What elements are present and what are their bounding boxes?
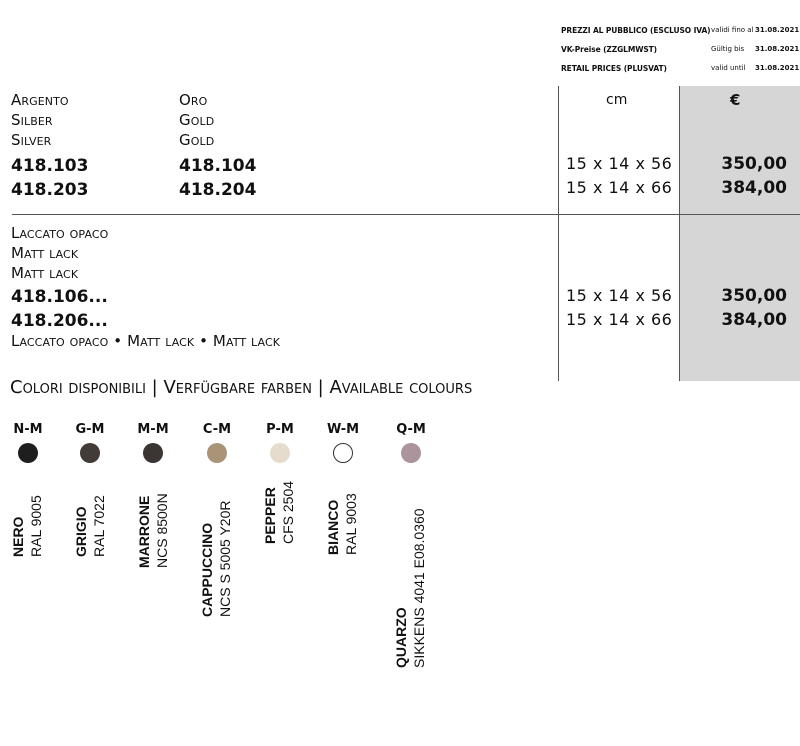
finish-name-de: Silber [11, 111, 53, 129]
colour-label [392, 508, 428, 668]
colour-label [324, 493, 360, 555]
validity-label-it: PREZZI AL PUBBLICO (ESCLUSO IVA) [561, 26, 711, 35]
colour-code: P-M [266, 422, 294, 437]
finish-name-en: Matt lack [11, 264, 79, 282]
product-code: 418.204 [179, 180, 257, 200]
column-divider-dimensions [558, 86, 559, 381]
colour-reference: CFS 2504 [280, 480, 296, 544]
finish-name-it: Oro [179, 91, 208, 109]
colour-reference: SIKKENS 4041 E08.0360 [411, 508, 427, 668]
finish-name-de: Matt lack [11, 244, 79, 262]
colour-dot [207, 443, 227, 463]
finish-name-en: Silver [11, 131, 52, 149]
colour-dot [401, 443, 421, 463]
dimensions: 15 x 14 x 56 [566, 154, 673, 173]
product-code: 418.203 [11, 180, 89, 200]
column-divider-price [679, 86, 680, 381]
dimensions: 15 x 14 x 66 [566, 310, 673, 329]
dimensions: 15 x 14 x 56 [566, 286, 673, 305]
price: 384,00 [721, 178, 787, 198]
colour-reference: RAL 7022 [91, 495, 107, 557]
colour-reference: NCS S 5005 Y20R [217, 500, 233, 617]
product-code: 418.103 [11, 156, 89, 176]
colour-label [135, 493, 171, 568]
dimensions: 15 x 14 x 66 [566, 178, 673, 197]
validity-until-en: valid until [711, 64, 746, 72]
validity-date-de: 31.08.2021 [755, 45, 800, 53]
colour-name: GRIGIO [73, 506, 89, 557]
product-code: 418.206... [11, 311, 108, 331]
colour-name: BIANCO [325, 499, 341, 555]
colour-dot [270, 443, 290, 463]
validity-date-en: 31.08.2021 [755, 64, 800, 72]
unit-header: cm [606, 92, 628, 108]
validity-until-de: Gültig bis [711, 45, 745, 53]
finish-summary: Laccato opaco • Matt lack • Matt lack [11, 332, 281, 350]
validity-date-it: 31.08.2021 [755, 26, 800, 34]
colour-code: N-M [13, 422, 43, 437]
colour-reference: NCS 8500N [154, 493, 170, 568]
colour-name: QUARZO [393, 607, 409, 668]
colour-code: M-M [137, 422, 169, 437]
validity-until-it: validi fino al [711, 26, 754, 34]
colour-name: PEPPER [262, 487, 278, 544]
validity-label-de: VK-Preise (ZZGLMWST) [561, 45, 658, 54]
price: 350,00 [721, 286, 787, 306]
colour-label [261, 481, 297, 544]
colour-name: CAPPUCCINO [199, 522, 215, 617]
price: 350,00 [721, 154, 787, 174]
colour-label [72, 495, 108, 557]
colour-code: W-M [326, 422, 360, 437]
price: 384,00 [721, 310, 787, 330]
colour-name: NERO [10, 516, 26, 557]
colour-dot [333, 443, 353, 463]
currency-header: € [730, 91, 741, 109]
colour-dot [18, 443, 38, 463]
colour-reference: RAL 9003 [343, 493, 359, 555]
colour-label [198, 501, 234, 617]
validity-label-en: RETAIL PRICES (PLUSVAT) [561, 64, 667, 73]
price-column-background [679, 86, 800, 381]
colour-code: G-M [75, 422, 105, 437]
colour-dot [80, 443, 100, 463]
colour-code: C-M [202, 422, 232, 437]
colour-reference: RAL 9005 [28, 495, 44, 557]
colour-code: Q-M [396, 422, 426, 437]
finish-name-en: Gold [179, 131, 215, 149]
finish-name-it: Argento [11, 91, 69, 109]
colour-label [9, 495, 45, 557]
finish-name-it: Laccato opaco [11, 224, 109, 242]
available-colours-title: Colori disponibili | Verfügbare farben | Available colours [10, 377, 473, 398]
finish-name-de: Gold [179, 111, 215, 129]
product-code: 418.106... [11, 287, 108, 307]
product-code: 418.104 [179, 156, 257, 176]
section-divider [12, 214, 800, 215]
colour-name: MARRONE [136, 495, 152, 568]
colour-dot [143, 443, 163, 463]
